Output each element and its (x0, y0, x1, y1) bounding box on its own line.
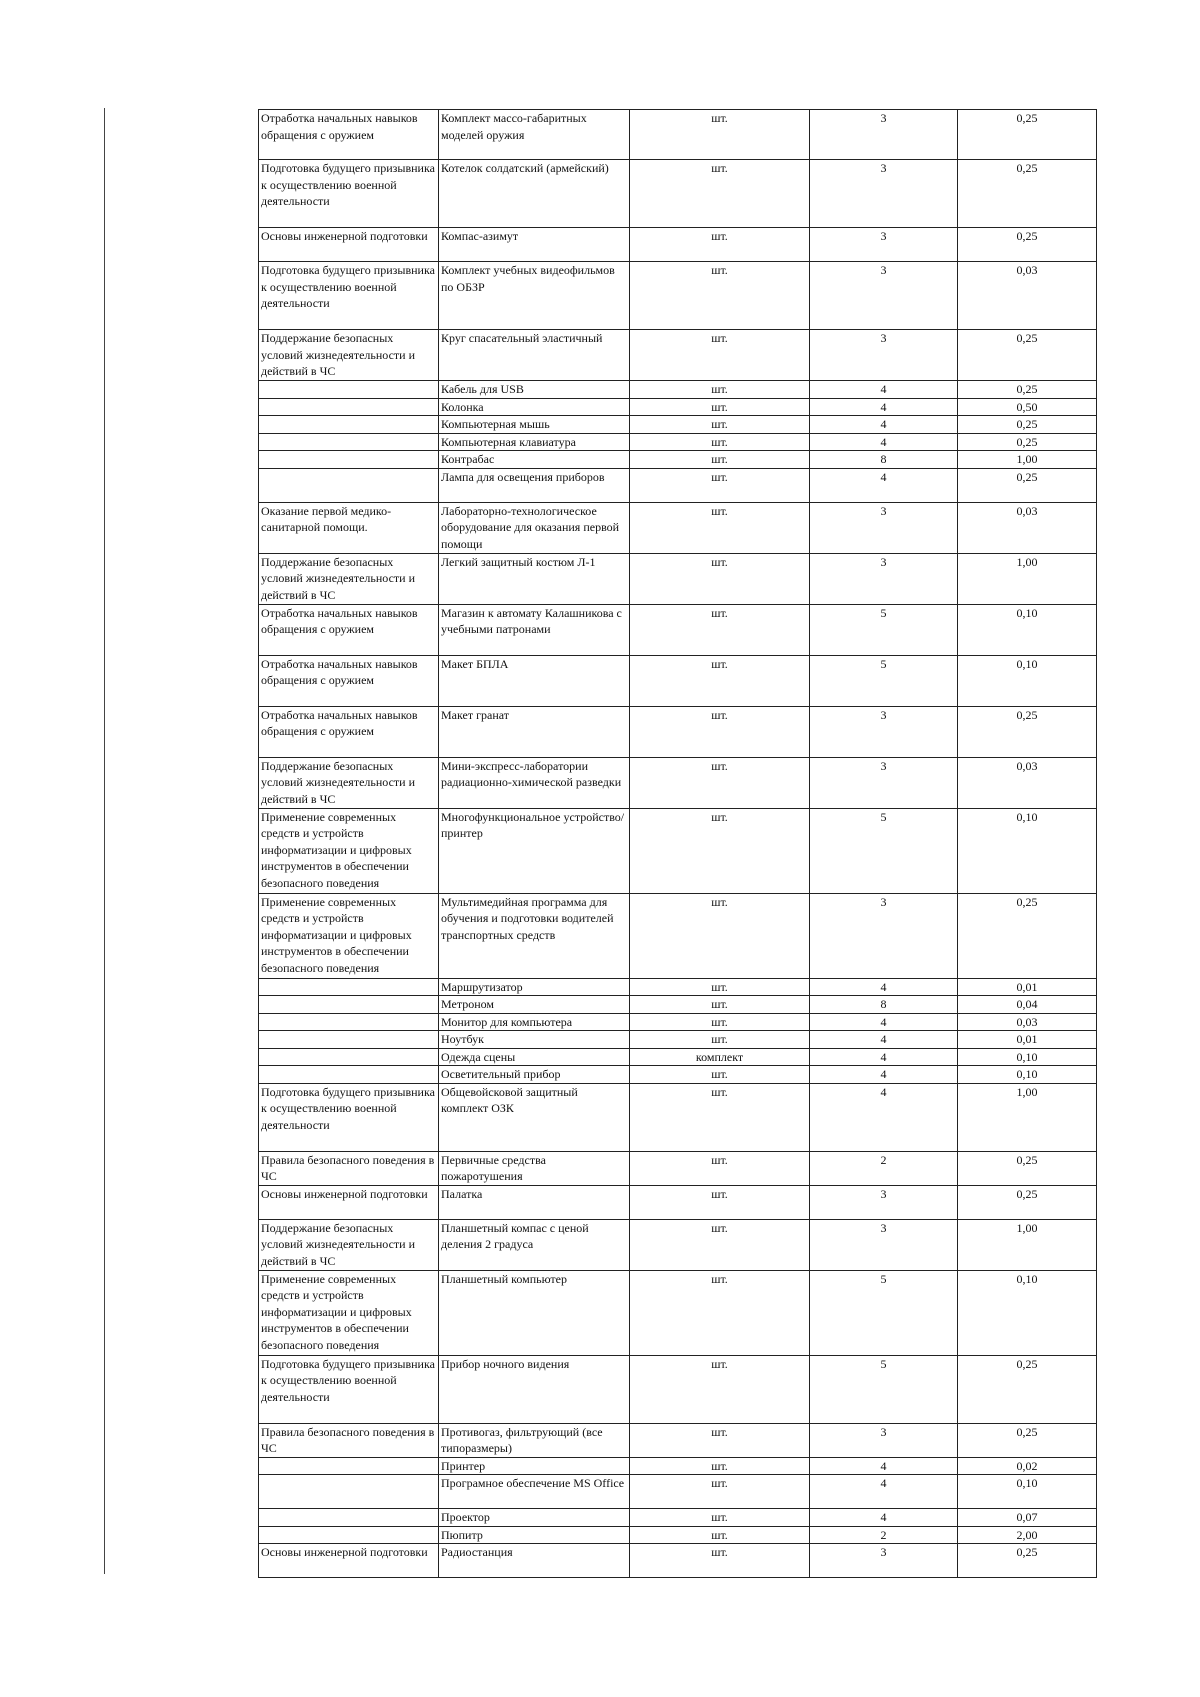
qty-cell: 4 (810, 468, 958, 502)
section-cell: Отработка начальных навыков обращения с оружием (259, 706, 439, 757)
page-margin-line (104, 108, 105, 1574)
qty-cell: 4 (810, 978, 958, 996)
table-row (259, 228, 1097, 262)
item-cell: Радиостанция (439, 1544, 630, 1578)
coef-cell: 0,10 (958, 808, 1097, 893)
qty-cell: 4 (810, 1509, 958, 1527)
coef-cell: 0,25 (958, 381, 1097, 399)
qty-cell: 3 (810, 706, 958, 757)
section-cell (259, 1475, 439, 1509)
unit-cell: шт. (630, 433, 810, 451)
coef-cell: 0,25 (958, 1185, 1097, 1219)
item-cell: Планшетный компас с ценой деления 2 градуса (439, 1219, 630, 1270)
table-row (259, 433, 1097, 451)
item-cell: Монитор для компьютера (439, 1013, 630, 1031)
qty-cell: 5 (810, 655, 958, 706)
qty-cell: 3 (810, 262, 958, 330)
unit-cell: шт. (630, 757, 810, 808)
qty-cell: 4 (810, 1013, 958, 1031)
table-row (259, 1475, 1097, 1509)
qty-cell: 2 (810, 1526, 958, 1544)
qty-cell: 4 (810, 381, 958, 399)
item-cell: Метроном (439, 996, 630, 1014)
item-cell: Лампа для освещения приборов (439, 468, 630, 502)
table-row (259, 451, 1097, 469)
item-cell: Проектор (439, 1509, 630, 1527)
unit-cell: шт. (630, 381, 810, 399)
section-cell (259, 1526, 439, 1544)
qty-cell: 5 (810, 1270, 958, 1355)
unit-cell: шт. (630, 398, 810, 416)
unit-cell: шт. (630, 1066, 810, 1084)
section-cell (259, 1457, 439, 1475)
table-row (259, 1031, 1097, 1049)
item-cell: Одежда сцены (439, 1048, 630, 1066)
coef-cell: 0,02 (958, 1457, 1097, 1475)
qty-cell: 5 (810, 808, 958, 893)
section-cell: Подготовка будущего призывника к осуществлению военной деятельности (259, 262, 439, 330)
unit-cell: шт. (630, 1185, 810, 1219)
section-cell: Поддержание безопасных условий жизнедеятельности и действий в ЧС (259, 757, 439, 808)
item-cell: Компьютерная клавиатура (439, 433, 630, 451)
section-cell: Отработка начальных навыков обращения с оружием (259, 604, 439, 655)
coef-cell: 0,25 (958, 893, 1097, 978)
unit-cell: шт. (630, 1013, 810, 1031)
qty-cell: 3 (810, 1219, 958, 1270)
unit-cell: шт. (630, 706, 810, 757)
item-cell: Мультимедийная программа для обучения и подготовки водителей транспортных средств (439, 893, 630, 978)
section-cell (259, 1031, 439, 1049)
unit-cell: шт. (630, 553, 810, 604)
item-cell: Компас-азимут (439, 228, 630, 262)
table-row (259, 1270, 1097, 1355)
table-row (259, 1423, 1097, 1457)
unit-cell: шт. (630, 1544, 810, 1578)
unit-cell: шт. (630, 110, 810, 160)
unit-cell: шт. (630, 1270, 810, 1355)
table-row (259, 468, 1097, 502)
unit-cell: шт. (630, 1083, 810, 1151)
coef-cell: 0,25 (958, 416, 1097, 434)
item-cell: Котелок солдатский (армейский) (439, 160, 630, 228)
qty-cell: 8 (810, 451, 958, 469)
item-cell: Програмное обеспечение MS Office (439, 1475, 630, 1509)
coef-cell: 0,10 (958, 1066, 1097, 1084)
qty-cell: 2 (810, 1151, 958, 1185)
section-cell (259, 1013, 439, 1031)
qty-cell: 4 (810, 1048, 958, 1066)
coef-cell: 1,00 (958, 1219, 1097, 1270)
unit-cell: шт. (630, 160, 810, 228)
qty-cell: 3 (810, 160, 958, 228)
table-row (259, 655, 1097, 706)
qty-cell: 4 (810, 1457, 958, 1475)
item-cell: Контрабас (439, 451, 630, 469)
unit-cell: шт. (630, 1151, 810, 1185)
coef-cell: 0,25 (958, 468, 1097, 502)
unit-cell: шт. (630, 978, 810, 996)
coef-cell: 0,25 (958, 706, 1097, 757)
coef-cell: 0,03 (958, 502, 1097, 553)
section-cell: Применение современных средств и устройств информатизации и цифровых инструментов в обеспечении безопасного поведения (259, 808, 439, 893)
coef-cell: 1,00 (958, 553, 1097, 604)
item-cell: Колонка (439, 398, 630, 416)
qty-cell: 5 (810, 1355, 958, 1423)
qty-cell: 3 (810, 553, 958, 604)
section-cell (259, 398, 439, 416)
table-row (259, 553, 1097, 604)
table-row (259, 893, 1097, 978)
unit-cell: шт. (630, 330, 810, 381)
unit-cell: шт. (630, 228, 810, 262)
section-cell (259, 1066, 439, 1084)
item-cell: Прибор ночного видения (439, 1355, 630, 1423)
item-cell: Ноутбук (439, 1031, 630, 1049)
qty-cell: 8 (810, 996, 958, 1014)
coef-cell: 0,04 (958, 996, 1097, 1014)
section-cell: Правила безопасного поведения в ЧС (259, 1423, 439, 1457)
unit-cell: шт. (630, 1219, 810, 1270)
section-cell: Основы инженерной подготовки (259, 228, 439, 262)
unit-cell: шт. (630, 604, 810, 655)
item-cell: Пюпитр (439, 1526, 630, 1544)
item-cell: Легкий защитный костюм Л-1 (439, 553, 630, 604)
section-cell: Применение современных средств и устройств информатизации и цифровых инструментов в обеспечении безопасного поведения (259, 1270, 439, 1355)
coef-cell: 0,03 (958, 757, 1097, 808)
table-row (259, 1066, 1097, 1084)
section-cell: Основы инженерной подготовки (259, 1185, 439, 1219)
equipment-table (258, 109, 1097, 1578)
coef-cell: 1,00 (958, 451, 1097, 469)
qty-cell: 3 (810, 228, 958, 262)
coef-cell: 0,10 (958, 604, 1097, 655)
section-cell: Отработка начальных навыков обращения с оружием (259, 110, 439, 160)
coef-cell: 0,10 (958, 1270, 1097, 1355)
unit-cell: шт. (630, 451, 810, 469)
section-cell (259, 978, 439, 996)
qty-cell: 3 (810, 110, 958, 160)
section-cell (259, 451, 439, 469)
table-row (259, 1355, 1097, 1423)
table-row (259, 1151, 1097, 1185)
table-row (259, 160, 1097, 228)
unit-cell: шт. (630, 655, 810, 706)
qty-cell: 3 (810, 893, 958, 978)
section-cell: Оказание первой медико-санитарной помощи. (259, 502, 439, 553)
table-row (259, 398, 1097, 416)
qty-cell: 3 (810, 1185, 958, 1219)
item-cell: Принтер (439, 1457, 630, 1475)
item-cell: Магазин к автомату Калашникова с учебными патронами (439, 604, 630, 655)
section-cell: Отработка начальных навыков обращения с оружием (259, 655, 439, 706)
unit-cell: шт. (630, 893, 810, 978)
item-cell: Многофункциональное устройство/принтер (439, 808, 630, 893)
section-cell: Подготовка будущего призывника к осуществлению военной деятельности (259, 160, 439, 228)
qty-cell: 5 (810, 604, 958, 655)
unit-cell: шт. (630, 1475, 810, 1509)
section-cell: Поддержание безопасных условий жизнедеятельности и действий в ЧС (259, 1219, 439, 1270)
table-row (259, 1526, 1097, 1544)
section-cell: Применение современных средств и устройств информатизации и цифровых инструментов в обеспечении безопасного поведения (259, 893, 439, 978)
table-row (259, 1185, 1097, 1219)
unit-cell: шт. (630, 808, 810, 893)
item-cell: Первичные средства пожаротушения (439, 1151, 630, 1185)
table-row (259, 604, 1097, 655)
coef-cell: 0,25 (958, 1544, 1097, 1578)
coef-cell: 1,00 (958, 1083, 1097, 1151)
coef-cell: 0,25 (958, 330, 1097, 381)
item-cell: Маршрутизатор (439, 978, 630, 996)
item-cell: Осветительный прибор (439, 1066, 630, 1084)
item-cell: Комплект учебных видеофильмов по ОБЗР (439, 262, 630, 330)
qty-cell: 3 (810, 757, 958, 808)
section-cell: Поддержание безопасных условий жизнедеятельности и действий в ЧС (259, 330, 439, 381)
coef-cell: 0,01 (958, 1031, 1097, 1049)
section-cell: Поддержание безопасных условий жизнедеятельности и действий в ЧС (259, 553, 439, 604)
item-cell: Компьютерная мышь (439, 416, 630, 434)
unit-cell: шт. (630, 1457, 810, 1475)
qty-cell: 4 (810, 433, 958, 451)
section-cell (259, 416, 439, 434)
section-cell (259, 468, 439, 502)
item-cell: Противогаз, фильтрующий (все типоразмеры) (439, 1423, 630, 1457)
item-cell: Кабель для USB (439, 381, 630, 399)
section-cell (259, 996, 439, 1014)
table-row (259, 1083, 1097, 1151)
table-row (259, 996, 1097, 1014)
coef-cell: 0,25 (958, 1151, 1097, 1185)
section-cell (259, 1509, 439, 1527)
coef-cell: 0,25 (958, 1355, 1097, 1423)
coef-cell: 0,25 (958, 228, 1097, 262)
coef-cell: 0,50 (958, 398, 1097, 416)
item-cell: Макет гранат (439, 706, 630, 757)
table-row (259, 757, 1097, 808)
item-cell: Круг спасательный эластичный (439, 330, 630, 381)
item-cell: Комплект массо-габаритных моделей оружия (439, 110, 630, 160)
item-cell: Планшетный компьютер (439, 1270, 630, 1355)
coef-cell: 0,10 (958, 655, 1097, 706)
unit-cell: шт. (630, 468, 810, 502)
table-row (259, 1544, 1097, 1578)
item-cell: Лабораторно-технологическое оборудование для оказания первой помощи (439, 502, 630, 553)
item-cell: Общевойсковой защитный комплект ОЗК (439, 1083, 630, 1151)
qty-cell: 4 (810, 1475, 958, 1509)
qty-cell: 4 (810, 1083, 958, 1151)
table-row (259, 416, 1097, 434)
qty-cell: 3 (810, 330, 958, 381)
unit-cell: комплект (630, 1048, 810, 1066)
coef-cell: 0,25 (958, 1423, 1097, 1457)
qty-cell: 3 (810, 1544, 958, 1578)
section-cell (259, 1048, 439, 1066)
table-row (259, 110, 1097, 160)
item-cell: Мини-экспресс-лаборатории радиационно-химической разведки (439, 757, 630, 808)
table-row (259, 1457, 1097, 1475)
section-cell: Подготовка будущего призывника к осуществлению военной деятельности (259, 1083, 439, 1151)
unit-cell: шт. (630, 1509, 810, 1527)
table-row (259, 262, 1097, 330)
unit-cell: шт. (630, 502, 810, 553)
unit-cell: шт. (630, 996, 810, 1014)
coef-cell: 0,07 (958, 1509, 1097, 1527)
coef-cell: 0,03 (958, 262, 1097, 330)
qty-cell: 4 (810, 416, 958, 434)
unit-cell: шт. (630, 1423, 810, 1457)
item-cell: Палатка (439, 1185, 630, 1219)
table-row (259, 706, 1097, 757)
section-cell (259, 433, 439, 451)
unit-cell: шт. (630, 262, 810, 330)
table-row (259, 1013, 1097, 1031)
unit-cell: шт. (630, 1031, 810, 1049)
qty-cell: 4 (810, 1066, 958, 1084)
table-row (259, 808, 1097, 893)
qty-cell: 3 (810, 502, 958, 553)
coef-cell: 2,00 (958, 1526, 1097, 1544)
coef-cell: 0,03 (958, 1013, 1097, 1031)
section-cell: Основы инженерной подготовки (259, 1544, 439, 1578)
table-row (259, 330, 1097, 381)
table-row (259, 1509, 1097, 1527)
unit-cell: шт. (630, 416, 810, 434)
coef-cell: 0,25 (958, 110, 1097, 160)
unit-cell: шт. (630, 1526, 810, 1544)
qty-cell: 4 (810, 1031, 958, 1049)
coef-cell: 0,25 (958, 160, 1097, 228)
section-cell (259, 381, 439, 399)
unit-cell: шт. (630, 1355, 810, 1423)
coef-cell: 0,10 (958, 1048, 1097, 1066)
table-row (259, 978, 1097, 996)
qty-cell: 4 (810, 398, 958, 416)
table-row (259, 502, 1097, 553)
coef-cell: 0,25 (958, 433, 1097, 451)
table-row (259, 381, 1097, 399)
table-row (259, 1048, 1097, 1066)
item-cell: Макет БПЛА (439, 655, 630, 706)
section-cell: Подготовка будущего призывника к осуществлению военной деятельности (259, 1355, 439, 1423)
table-row (259, 1219, 1097, 1270)
section-cell: Правила безопасного поведения в ЧС (259, 1151, 439, 1185)
coef-cell: 0,01 (958, 978, 1097, 996)
qty-cell: 3 (810, 1423, 958, 1457)
coef-cell: 0,10 (958, 1475, 1097, 1509)
